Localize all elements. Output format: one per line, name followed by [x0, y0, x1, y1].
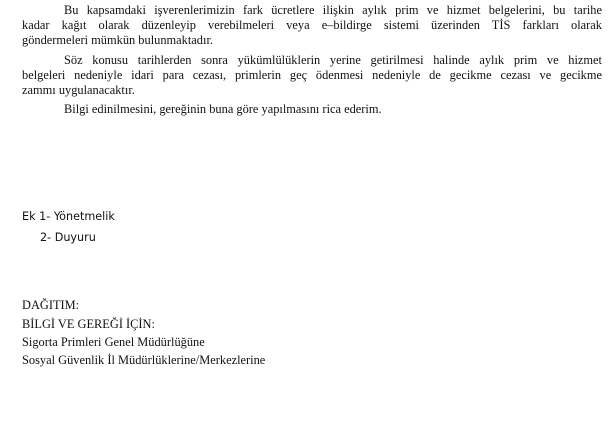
- distribution-recipient-1: Sigorta Primleri Genel Müdürlüğüne: [22, 335, 205, 349]
- paragraph-1: [22, 3, 602, 48]
- attachment-item-1: Ek 1- Yönetmelik: [22, 210, 115, 223]
- distribution-subheading: BİLGİ VE GEREĞİ İÇİN:: [22, 317, 155, 331]
- paragraph-2-line-3: zammı uygulanacaktır.: [22, 83, 135, 97]
- distribution-heading: DAĞITIM:: [22, 298, 80, 312]
- paragraph-3: [22, 102, 602, 117]
- paragraph-2: [22, 53, 602, 98]
- paragraph-2-line-2: belgeleri nedeniyle idari para cezası, primlerin geç ödenmesi nedeniyle de gecikme cezası ve gecikme: [22, 68, 602, 82]
- attachment-item-2: 2- Duyuru: [40, 231, 96, 244]
- paragraph-1-line-1: Bu kapsamdaki işverenlerimizin fark ücretlere ilişkin aylık prim ve hizmet belgelerini, bu tarihe: [64, 3, 602, 17]
- paragraph-3-line-1: Bilgi edinilmesini, gereğinin buna göre yapılmasını rica ederim.: [64, 102, 382, 116]
- paragraph-1-line-2: kadar kağıt olarak düzenleyip verebilmeleri veya e–bildirge sistemi üzerinden TİS farkları olarak: [22, 18, 602, 32]
- paragraph-1-line-3: göndermeleri mümkün bulunmaktadır.: [22, 33, 213, 47]
- paragraph-2-line-1: Söz konusu tarihlerden sonra yükümlülüklerin yerine getirilmesi halinde aylık prim ve hizmet: [64, 53, 602, 67]
- distribution-recipient-2: Sosyal Güvenlik İl Müdürlüklerine/Merkezlerine: [22, 353, 266, 367]
